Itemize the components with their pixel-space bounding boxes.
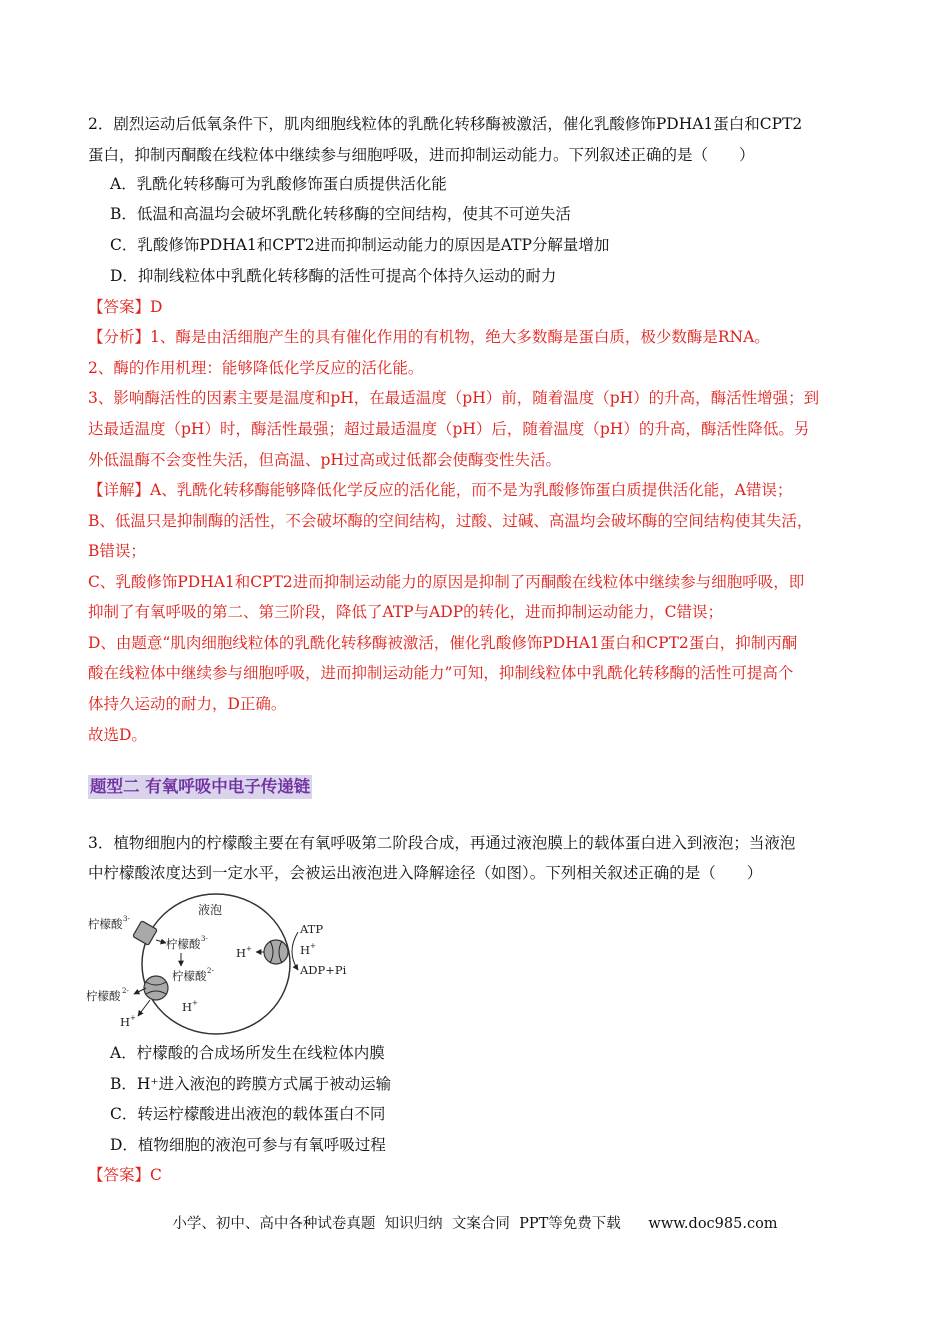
q3-option-c: C．转运柠檬酸进出液泡的载体蛋白不同 <box>110 1105 386 1123</box>
q3-stem-line2: 中柠檬酸浓度达到一定水平，会被运出液泡进入降解途径（如图）。下列相关叙述正确的是（ ） <box>88 864 763 882</box>
q2-detail-c1: C、乳酸修饰PDHA1和CPT2进而抑制运动能力的原因是抑制了丙酮酸在线粒体中继续参与细胞呼吸，即 <box>88 573 805 591</box>
q2-option-c: C．乳酸修饰PDHA1和CPT2进而抑制运动能力的原因是ATP分解量增加 <box>110 236 610 254</box>
q2-detail-d2: 酸在线粒体中继续参与细胞呼吸，进而抑制运动能力”可知，抑制线粒体中乳酰化转移酶的活性可提高个 <box>88 664 794 682</box>
q2-conclusion: 故选D。 <box>88 726 147 744</box>
q2-answer: 【答案】D <box>88 298 163 316</box>
q2-stem-line2: 蛋白，抑制丙酮酸在线粒体中继续参与细胞呼吸，进而抑制运动能力。下列叙述正确的是（ ） <box>88 146 755 164</box>
q3-option-b: B．H⁺进入液泡的跨膜方式属于被动运输 <box>110 1075 392 1093</box>
citrate-h-antiporter <box>144 976 168 1000</box>
q3-stem-line1: 3．植物细胞内的柠檬酸主要在有氧呼吸第二阶段合成，再通过液泡膜上的载体蛋白进入到液泡；当液泡 <box>88 834 796 852</box>
citrate-carrier-in <box>133 921 158 946</box>
h-inside-plus: + <box>192 999 198 1007</box>
citrate2-outside-label: 柠檬酸 <box>86 989 121 1003</box>
q2-analysis-3c: 外低温酶不会变性失活，但高温、pH过高或过低都会使酶变性失活。 <box>88 451 561 469</box>
vacuole-transport-diagram <box>86 888 356 1038</box>
h-outside-label: H <box>120 1015 131 1029</box>
citrate3-inside-charge: 3- <box>201 935 208 943</box>
q2-detail-b1: B、低温只是抑制酶的活性，不会破坏酶的空间结构，过酸、过碱、高温均会破坏酶的空间结构使其失活， <box>88 512 813 530</box>
q2-detail-b2: B错误； <box>88 542 146 560</box>
proton-pump <box>264 940 288 964</box>
citrate3-in-arrow <box>156 940 166 943</box>
diagram-svg <box>86 888 356 1038</box>
citrate2-inside-charge: 2- <box>207 967 214 975</box>
q2-option-d: D．抑制线粒体中乳酰化转移酶的活性可提高个体持久运动的耐力 <box>110 267 557 285</box>
vacuole-label: 液泡 <box>198 903 223 917</box>
adp-pi-label: ADP+Pi <box>300 963 347 977</box>
q2-analysis-3b: 达最适温度（pH）时，酶活性最强；超过最适温度（pH）后，随着温度（pH）的升高，酶活性降低。另 <box>88 420 810 438</box>
h-outside-plus: + <box>130 1014 136 1022</box>
citrate3-outside-label: 柠檬酸 <box>88 917 123 931</box>
q2-analysis-2: 2、酶的作用机理：能够降低化学反应的活化能。 <box>88 359 424 377</box>
q2-analysis-1: 【分析】1、酶是由活细胞产生的具有催化作用的有机物，绝大多数酶是蛋白质，极少数酶是RNA。 <box>88 328 770 346</box>
citrate2-inside-label: 柠檬酸 <box>172 969 207 983</box>
h-pump-outside-plus: + <box>310 942 316 950</box>
section-heading: 题型二 有氧呼吸中电子传递链 <box>88 775 312 799</box>
citrate3-outside-charge: 3- <box>123 915 130 923</box>
atp-hydrolysis-arrow <box>292 932 298 970</box>
q3-answer: 【答案】C <box>88 1166 162 1184</box>
h-efflux-arrow <box>138 1000 150 1016</box>
q3-option-a: A．柠檬酸的合成场所发生在线粒体内膜 <box>110 1044 385 1062</box>
q2-detail-d3: 体持久运动的耐力，D正确。 <box>88 695 287 713</box>
page-footer: 小学、初中、高中各种试卷真题 知识归纳 文案合同 PPT等免费下载 www.doc985.com <box>172 1216 778 1232</box>
h-pump-outside-label: H <box>300 943 311 957</box>
citrate2-outside-charge: 2- <box>122 987 129 995</box>
q2-detail-c2: 抑制了有氧呼吸的第二、第三阶段，降低了ATP与ADP的转化，进而抑制运动能力，C错误； <box>88 603 724 621</box>
q2-option-b: B．低温和高温均会破坏乳酰化转移酶的空间结构，使其不可逆失活 <box>110 205 571 223</box>
h-pump-inside-label: H <box>236 946 247 960</box>
h-inside-label: H <box>182 1000 193 1014</box>
atp-label: ATP <box>300 922 324 936</box>
q2-analysis-3a: 3、影响酶活性的因素主要是温度和pH，在最适温度（pH）前，随着温度（pH）的升高，酶活性增强；到 <box>88 389 820 407</box>
citrate3-inside-label: 柠檬酸 <box>166 937 201 951</box>
q2-option-a: A．乳酰化转移酶可为乳酸修饰蛋白质提供活化能 <box>110 175 447 193</box>
q3-option-d: D．植物细胞的液泡可参与有氧呼吸过程 <box>110 1136 386 1154</box>
q2-stem-line1: 2．剧烈运动后低氧条件下，肌肉细胞线粒体的乳酰化转移酶被激活，催化乳酸修饰PDHA1蛋白和CPT2 <box>88 115 803 133</box>
h-pump-inside-plus: + <box>246 945 252 953</box>
q2-detail-d1: D、由题意“肌肉细胞线粒体的乳酰化转移酶被激活，催化乳酸修饰PDHA1蛋白和CPT2蛋白，抑制丙酮 <box>88 634 798 652</box>
q2-detail-a: 【详解】A、乳酰化转移酶能够降低化学反应的活化能，而不是为乳酸修饰蛋白质提供活化能，A错误； <box>88 481 793 499</box>
